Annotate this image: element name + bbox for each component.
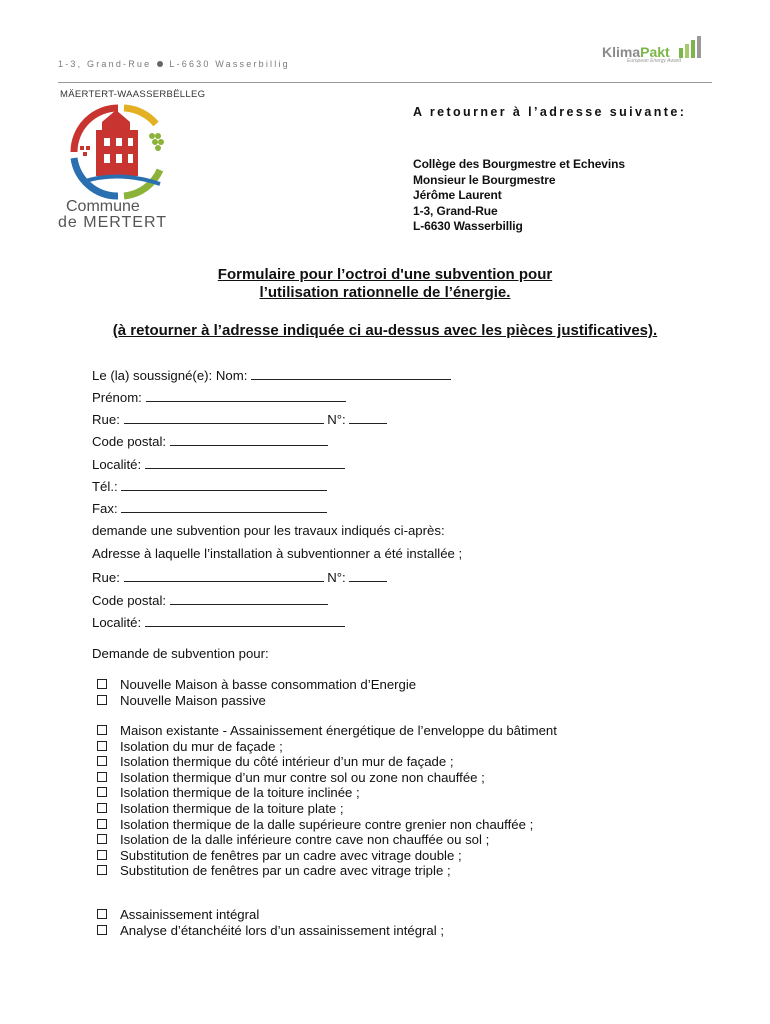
nom-blank[interactable] [251, 367, 451, 380]
no-blank[interactable] [349, 411, 387, 424]
localite-field [92, 456, 345, 472]
localite2-blank[interactable] [145, 614, 345, 627]
return-address-block [413, 157, 625, 235]
checkbox-label: Isolation thermique du côté intérieur d’un mur de façade ; [120, 754, 454, 770]
checklist-group-integral [97, 907, 444, 938]
return-heading: A retourner à l’adresse suivante: [413, 105, 687, 119]
checkbox-label: Nouvelle Maison passive [120, 692, 266, 708]
checkbox-item[interactable] [97, 863, 557, 879]
checkbox-icon[interactable] [97, 741, 107, 751]
no2-blank[interactable] [349, 569, 387, 582]
checkbox-label: Substitution de fenêtres par un cadre avec vitrage double ; [120, 847, 462, 863]
code-postal2-label: Code postal: [92, 593, 167, 608]
tel-blank[interactable] [121, 478, 327, 491]
checkbox-item[interactable] [97, 739, 557, 755]
checkbox-item[interactable] [97, 754, 557, 770]
logo-mertert-text: de MERTERT [58, 214, 167, 231]
checkbox-item[interactable] [97, 923, 444, 939]
localite-blank[interactable] [145, 456, 345, 469]
separator-dot-icon [157, 61, 163, 67]
checkbox-icon[interactable] [97, 909, 107, 919]
address-line: 1-3, Grand-Rue [413, 203, 498, 218]
checkbox-label: Maison existante - Assainissement énergétique de l’enveloppe du bâtiment [120, 723, 557, 738]
rue-field [92, 411, 387, 427]
checkbox-icon[interactable] [97, 925, 107, 935]
checkbox-item[interactable] [97, 801, 557, 817]
localite2-field [92, 614, 345, 630]
rue-blank[interactable] [124, 411, 324, 424]
nom-field [92, 367, 451, 383]
checklist-group-existing [97, 723, 557, 879]
address-line: Monsieur le Bourgmestre [413, 172, 556, 187]
checkbox-label: Isolation du mur de façade ; [120, 738, 283, 754]
localite2-label: Localité: [92, 615, 142, 630]
klimapakt-bars-icon [679, 36, 701, 58]
nom-label: Le (la) soussigné(e): Nom: [92, 368, 248, 383]
checkbox-icon[interactable] [97, 725, 107, 735]
checkbox-item[interactable] [97, 770, 557, 786]
checklist-group-new [97, 677, 416, 708]
checkbox-icon[interactable] [97, 679, 107, 689]
code-postal-field [92, 433, 328, 449]
checkbox-label: Isolation de la dalle inférieure contre cave non chauffée ou sol ; [120, 832, 490, 848]
prenom-blank[interactable] [146, 389, 346, 402]
fax-label: Fax: [92, 501, 118, 516]
klimapakt-prefix: Klima [602, 44, 641, 60]
checkbox-label: Isolation thermique de la toiture inclinée ; [120, 785, 360, 801]
fax-field [92, 500, 327, 516]
rue-label: Rue: [92, 412, 120, 427]
checkbox-icon[interactable] [97, 772, 107, 782]
checkbox-label: Nouvelle Maison à basse consommation d’Energie [120, 677, 417, 692]
header-divider [58, 82, 712, 83]
checkbox-icon[interactable] [97, 850, 107, 860]
checkbox-item[interactable] [97, 832, 557, 848]
checkbox-label: Isolation thermique de la toiture plate ; [120, 800, 344, 816]
checkbox-item[interactable] [97, 907, 444, 923]
tel-label: Tél.: [92, 479, 118, 494]
checkbox-icon[interactable] [97, 787, 107, 797]
checkbox-icon[interactable] [97, 695, 107, 705]
checkbox-label: Assainissement intégral [120, 907, 260, 922]
demande-pour-text: Demande de subvention pour: [92, 646, 269, 661]
form-title-line2: l’utilisation rationnelle de l’énergie. [259, 284, 511, 301]
adresse-text: Adresse à laquelle l’installation à subventionner a été installée ; [92, 546, 463, 561]
fax-blank[interactable] [121, 500, 327, 513]
commune-crest-icon [60, 100, 175, 200]
logo-commune-text: Commune [66, 198, 140, 215]
address-line: L-6630 Wasserbillig [413, 219, 523, 233]
klimapakt-suffix: Pakt [640, 44, 670, 60]
prenom-field [92, 389, 346, 405]
checkbox-label: Analyse d’étanchéité lors d’un assainissement intégral ; [120, 922, 445, 938]
checkbox-item[interactable] [97, 848, 557, 864]
checkbox-item[interactable] [97, 693, 416, 709]
address-line: Collège des Bourgmestre et Echevins [413, 157, 625, 171]
rue2-field [92, 569, 387, 585]
checkbox-item[interactable] [97, 723, 557, 739]
rue2-blank[interactable] [124, 569, 324, 582]
checkbox-icon[interactable] [97, 756, 107, 766]
header-street: 1-3, Grand-Rue [58, 59, 152, 69]
rue2-label: Rue: [92, 570, 120, 585]
checkbox-label: Isolation thermique de la dalle supérieure contre grenier non chauffée ; [120, 816, 534, 832]
form-title [0, 266, 770, 302]
checkbox-item[interactable] [97, 785, 557, 801]
checkbox-icon[interactable] [97, 819, 107, 829]
code-postal2-blank[interactable] [170, 592, 328, 605]
checkbox-item[interactable] [97, 817, 557, 833]
tel-field [92, 478, 327, 494]
checkbox-label: Substitution de fenêtres par un cadre avec vitrage triple ; [120, 863, 451, 879]
prenom-label: Prénom: [92, 390, 142, 405]
checkbox-icon[interactable] [97, 834, 107, 844]
address-line: Jérôme Laurent [413, 188, 502, 202]
checkbox-label: Isolation thermique d’un mur contre sol ou zone non chauffée ; [120, 769, 485, 785]
localite-label: Localité: [92, 457, 142, 472]
code-postal-label: Code postal: [92, 434, 167, 449]
code-postal-blank[interactable] [170, 433, 328, 446]
klimapakt-tagline: European Energy Award [627, 58, 682, 64]
header-postcode: L-6630 Wasserbillig [169, 59, 290, 69]
code-postal2-field [92, 592, 328, 608]
no-label: N°: [327, 412, 346, 427]
demande-text: demande une subvention pour les travaux indiqués ci-après: [92, 523, 445, 538]
no2-label: N°: [327, 570, 346, 585]
checkbox-icon[interactable] [97, 865, 107, 875]
town-name: MÄERTERT-WAASSERBËLLEG [60, 89, 206, 100]
checkbox-icon[interactable] [97, 803, 107, 813]
checkbox-item[interactable] [97, 677, 416, 693]
form-title-line1: Formulaire pour l’octroi d'une subvention pour [217, 266, 553, 283]
form-subtitle: (à retourner à l’adresse indiquée ci au-dessus avec les pièces justificatives). [112, 322, 658, 339]
header-address [58, 59, 290, 69]
